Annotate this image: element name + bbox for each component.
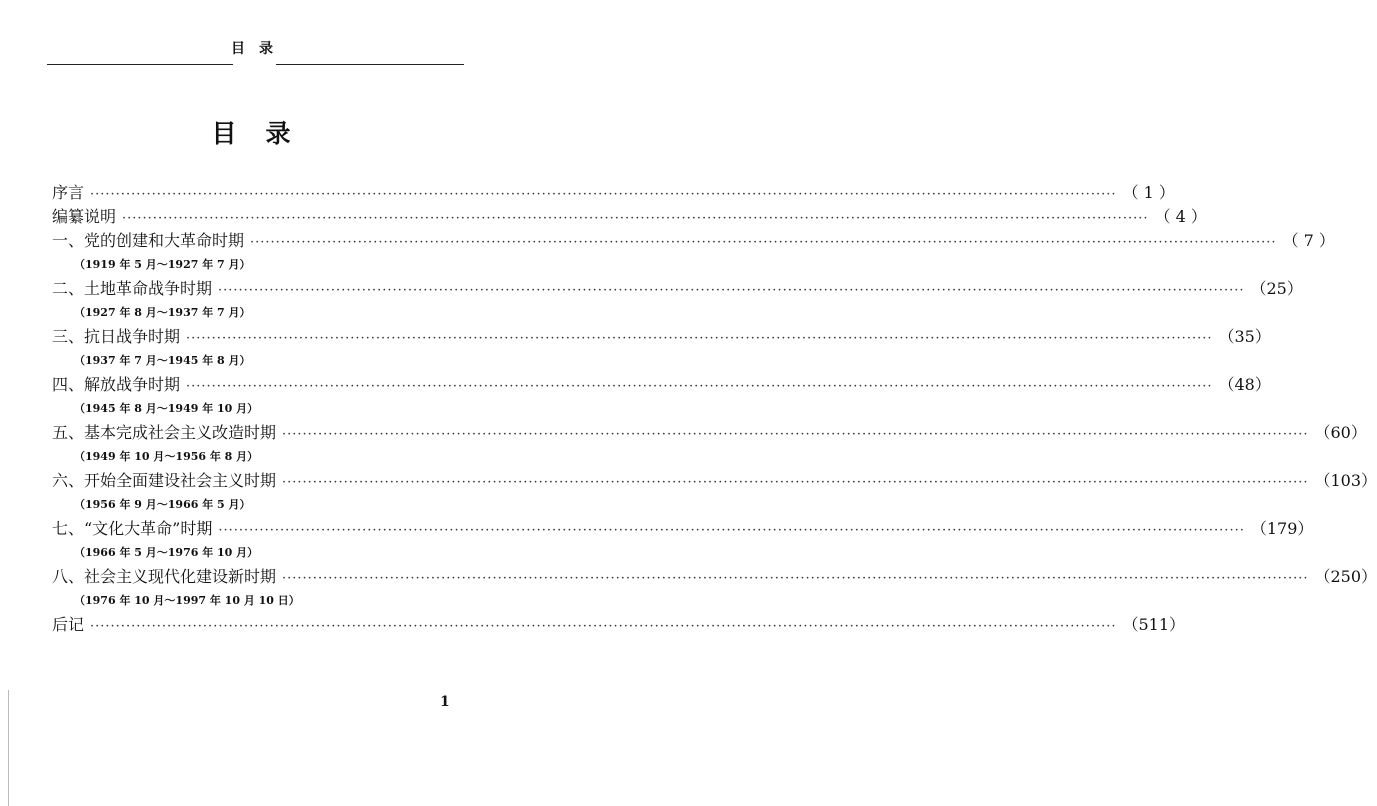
toc-entry-date-range: （1937 年 7 月～1945 年 8 月） xyxy=(74,354,251,367)
margin-line xyxy=(8,690,9,806)
toc-entry-page: （48） xyxy=(1218,375,1271,394)
toc-entry-label: 四、解放战争时期 xyxy=(52,375,181,394)
table-of-contents xyxy=(52,181,1377,637)
toc-entry-date-range: （1945 年 8 月～1949 年 10 月） xyxy=(74,402,259,415)
toc-entry xyxy=(52,205,1207,229)
dot-leader: ········································································································································································································ xyxy=(250,235,1277,250)
dot-leader: ········································································································································································································ xyxy=(218,283,1245,298)
toc-entry xyxy=(52,613,1186,637)
toc-entry xyxy=(52,277,1303,325)
toc-entry-date-range: （1966 年 5 月～1976 年 10 月） xyxy=(74,546,259,559)
toc-entry-page: （179） xyxy=(1250,519,1314,538)
toc-entry-page: （60） xyxy=(1314,423,1367,442)
page-title: 目 录 xyxy=(211,119,293,148)
toc-entry-page: （25） xyxy=(1250,279,1303,298)
toc-entry-label: 一、党的创建和大革命时期 xyxy=(52,231,245,250)
toc-entry-label: 序言 xyxy=(52,183,85,202)
running-header: 目 录 xyxy=(231,41,273,57)
toc-entry-label: 七、“文化大革命”时期 xyxy=(52,519,213,538)
toc-entry-label: 八、社会主义现代化建设新时期 xyxy=(52,567,277,586)
toc-entry-page: （ 4 ） xyxy=(1154,207,1207,226)
toc-entry-label: 六、开始全面建设社会主义时期 xyxy=(52,471,277,490)
toc-line xyxy=(52,613,1186,637)
toc-line xyxy=(52,517,1314,541)
dot-leader: ········································································································································································································ xyxy=(282,571,1309,586)
toc-entry-page: （103） xyxy=(1314,471,1377,490)
toc-entry xyxy=(52,325,1271,373)
toc-entry-date-range: （1976 年 10 月～1997 年 10 月 10 日） xyxy=(74,594,300,607)
toc-entry-page: （ 7 ） xyxy=(1282,231,1335,250)
toc-line xyxy=(52,205,1207,229)
toc-entry-date-range: （1927 年 8 月～1937 年 7 月） xyxy=(74,306,251,319)
toc-entry xyxy=(52,565,1377,613)
toc-line xyxy=(52,373,1271,397)
toc-line xyxy=(52,229,1335,253)
dot-leader: ········································································································································································································ xyxy=(218,523,1245,538)
dot-leader: ········································································································································································································ xyxy=(282,427,1309,442)
toc-line xyxy=(52,181,1175,205)
toc-line xyxy=(52,469,1377,493)
page-number: 1 xyxy=(440,694,450,710)
dot-leader: ········································································································································································································ xyxy=(186,379,1213,394)
toc-line xyxy=(52,565,1377,589)
toc-line xyxy=(52,277,1303,301)
dot-leader: ········································································································································································································ xyxy=(282,475,1309,490)
toc-entry-page: （ 1 ） xyxy=(1122,183,1175,202)
toc-entry xyxy=(52,469,1377,517)
toc-entry-page: （250） xyxy=(1314,567,1377,586)
toc-entry-date-range: （1956 年 9 月～1966 年 5 月） xyxy=(74,498,251,511)
toc-entry xyxy=(52,181,1175,205)
toc-entry-label: 编纂说明 xyxy=(52,207,117,226)
toc-entry-label: 后记 xyxy=(52,615,85,634)
toc-entry xyxy=(52,229,1335,277)
toc-entry-page: （511） xyxy=(1122,615,1186,634)
header-rule-right xyxy=(276,64,464,65)
toc-entry xyxy=(52,517,1314,565)
toc-entry xyxy=(52,373,1271,421)
toc-entry-label: 五、基本完成社会主义改造时期 xyxy=(52,423,277,442)
dot-leader: ········································································································································································································ xyxy=(90,187,1117,202)
dot-leader: ········································································································································································································ xyxy=(90,619,1117,634)
toc-line xyxy=(52,325,1271,349)
toc-entry-page: （35） xyxy=(1218,327,1271,346)
dot-leader: ········································································································································································································ xyxy=(186,331,1213,346)
header-rule-left xyxy=(47,64,233,65)
toc-entry-label: 二、土地革命战争时期 xyxy=(52,279,213,298)
toc-entry xyxy=(52,421,1367,469)
toc-entry-label: 三、抗日战争时期 xyxy=(52,327,181,346)
dot-leader: ········································································································································································································ xyxy=(122,211,1149,226)
toc-entry-date-range: （1949 年 10 月～1956 年 8 月） xyxy=(74,450,259,463)
toc-line xyxy=(52,421,1367,445)
toc-entry-date-range: （1919 年 5 月～1927 年 7 月） xyxy=(74,258,251,271)
